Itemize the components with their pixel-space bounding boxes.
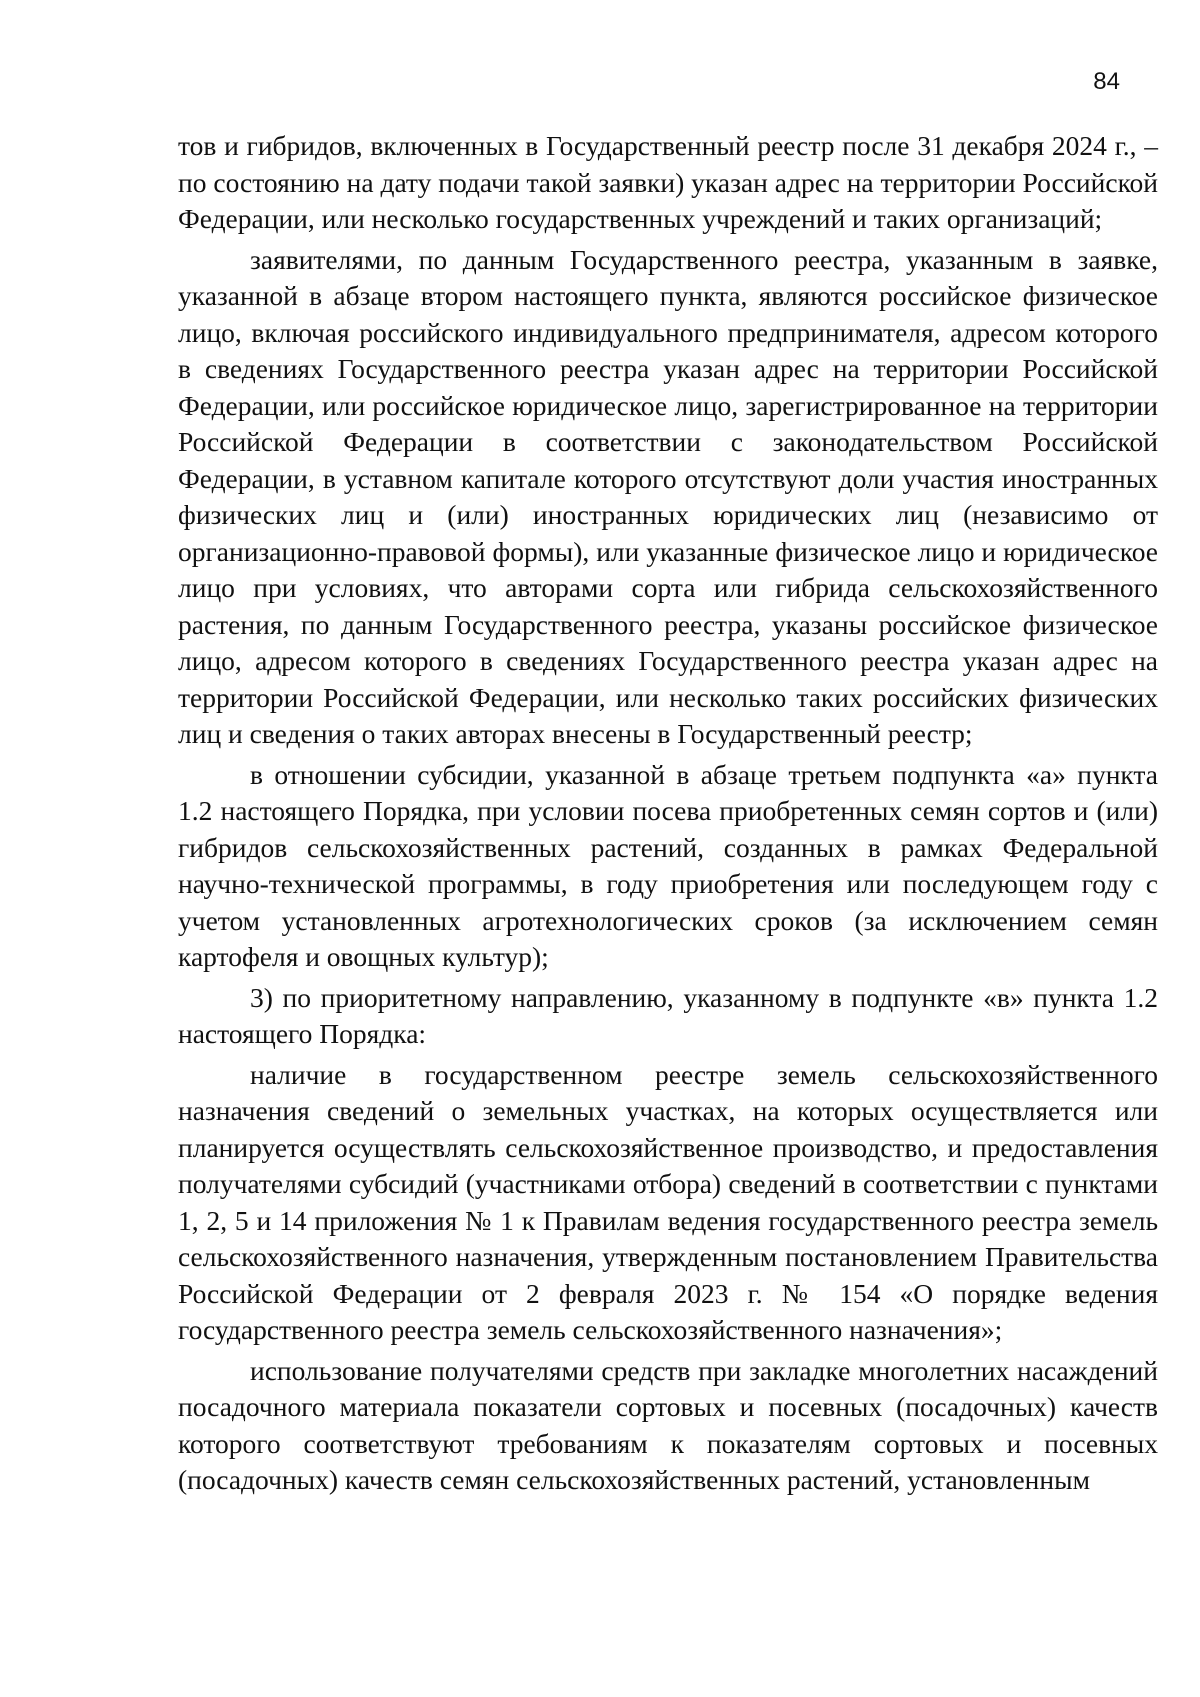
- page-number: 84: [1093, 68, 1120, 95]
- paragraph-land-registry: наличие в государственном реестре земель сельскохозяйственного назначения сведений о земельных участках, на которых осуществляется или планируется осуществлять сельскохозяйственное производство, и предоставления получателями субсидий (участниками отбора) сведений в соответствии с пунктами 1, 2, 5 и 14 приложения № 1 к Правилам ведения государственного реестра земель сельскохозяйственного назначения, утвержденным постановлением Правительства Российской Федерации от 2 февраля 2023 г. № 154 «О порядке ведения государственного реестра земель сельскохозяйственного назначения»;: [178, 1058, 1158, 1345]
- paragraph-subsidy-condition: в отношении субсидии, указанной в абзаце третьем подпункта «а» пункта 1.2 настоящего Порядка, при условии посева приобретенных семян сортов и (или) гибридов сельскохозяйственных растений, созданных в рамках Федеральной научно-технической программы, в году приобретения или последующем году с учетом установленных агротехнологических сроков (за исключением семян картофеля и овощных культур);: [178, 758, 1158, 972]
- paragraph-continuation: тов и гибридов, включенных в Государственный реестр после 31 декабря 2024 г., – по состоянию на дату подачи такой заявки) указан адрес на территории Российской Федерации, или несколько государственных учреждений и таких организаций;: [178, 130, 1158, 234]
- paragraph-priority-direction: 3) по приоритетному направлению, указанному в подпункте «в» пункта 1.2 настоящего Порядка:: [178, 981, 1158, 1049]
- paragraph-applicants: заявителями, по данным Государственного реестра, указанным в заявке, указанной в абзаце втором настоящего пункта, являются российское физическое лицо, включая российского индивидуального предпринимателя, адресом которого в сведениях Государственного реестра указан адрес на территории Российской Федерации, или российское юридическое лицо, зарегистрированное на территории Российской Федерации в соответствии с законодательством Российской Федерации, в уставном капитале которого отсутствуют доли участия иностранных физических лиц и (или) иностранных юридических лиц (независимо от организационно-правовой формы), или указанные физическое лицо и юридическое лицо при условиях, что авторами сорта или гибрида сельскохозяйственного растения, по данным Государственного реестра, указаны российское физическое лицо, адресом которого в сведениях Государственного реестра указан адрес на территории Российской Федерации, или несколько таких российских физических лиц и сведения о таких авторах внесены в Государственный реестр;: [178, 243, 1158, 749]
- document-body: [178, 128, 1158, 1499]
- paragraph-planting-material: использование получателями средств при закладке многолетних насаждений посадочного материала показатели сортовых и посевных (посадочных) качеств которого соответствуют требованиям к показателям сортовых и посевных (посадочных) качеств семян сельскохозяйственных растений, установленным: [178, 1354, 1158, 1495]
